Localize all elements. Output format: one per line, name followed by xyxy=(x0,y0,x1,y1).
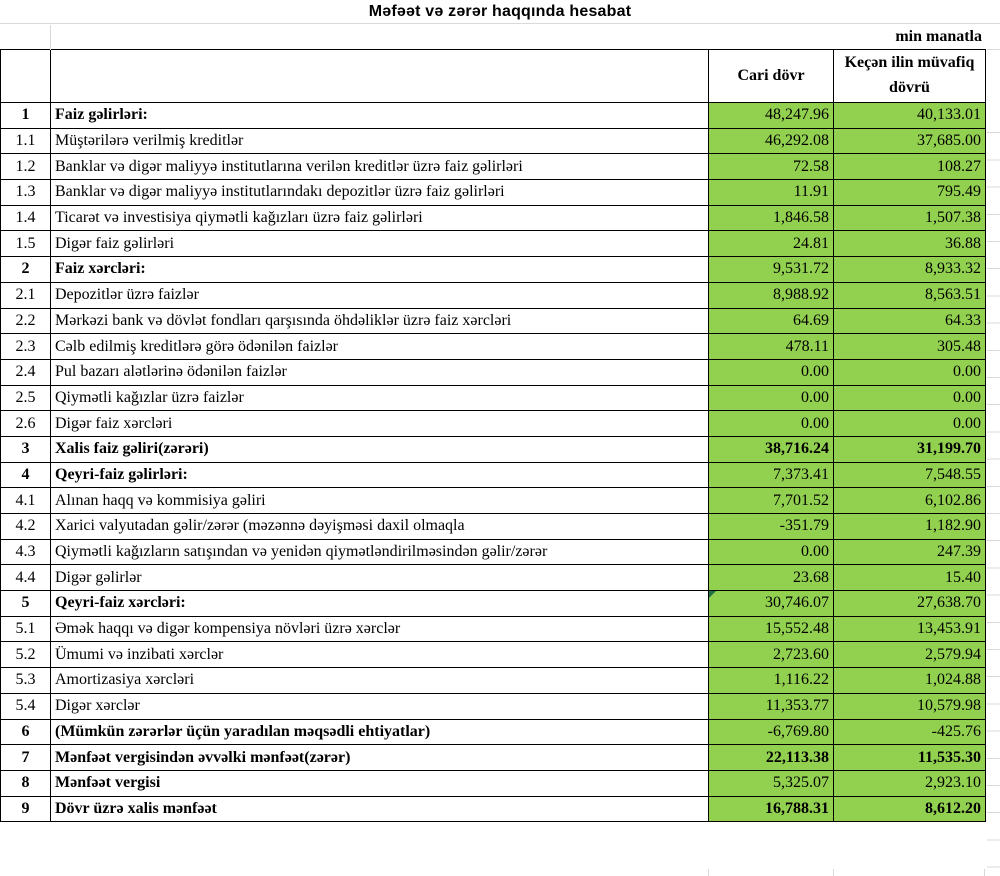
col-header-description xyxy=(51,50,709,103)
table-row xyxy=(1,719,986,745)
table-row xyxy=(1,488,986,514)
current-value-cell: 23.68 xyxy=(709,565,834,591)
current-value-cell: 1,846.58 xyxy=(709,205,834,231)
col-header-number xyxy=(1,50,51,103)
table-row xyxy=(1,154,986,180)
previous-value-cell: 10,579.98 xyxy=(834,693,986,719)
title-row xyxy=(0,0,1000,24)
table-row xyxy=(1,205,986,231)
table-row xyxy=(1,693,986,719)
row-number-cell: 1.5 xyxy=(1,231,51,257)
table-row xyxy=(1,180,986,206)
table-row xyxy=(1,514,986,540)
table-row xyxy=(1,128,986,154)
row-label-cell: Alınan haqq və kommisiya gəliri xyxy=(51,488,709,514)
row-label-cell: Qeyri-faiz gəlirləri: xyxy=(51,462,709,488)
row-label-cell: Amortizasiya xərcləri xyxy=(51,668,709,694)
report-title: Məfəət və zərər haqqında hesabat xyxy=(368,2,632,20)
current-value-cell: 0.00 xyxy=(709,385,834,411)
row-number-cell: 1.2 xyxy=(1,154,51,180)
current-value-cell: 16,788.31 xyxy=(709,796,834,822)
row-label-cell: Faiz gəlirləri: xyxy=(51,103,709,129)
table-row xyxy=(1,462,986,488)
row-number-cell: 4 xyxy=(1,462,51,488)
row-number-cell: 8 xyxy=(1,770,51,796)
previous-value-cell: 0.00 xyxy=(834,359,986,385)
previous-value-cell: 8,563.51 xyxy=(834,282,986,308)
row-label-cell: Qiymətli kağızların satışından və yenidən qiymətləndirilməsindən gəlir/zərər xyxy=(51,539,709,565)
row-number-cell: 2.3 xyxy=(1,334,51,360)
current-value-cell: 72.58 xyxy=(709,154,834,180)
previous-value-cell: 247.39 xyxy=(834,539,986,565)
row-number-cell: 4.3 xyxy=(1,539,51,565)
current-value-cell: 24.81 xyxy=(709,231,834,257)
previous-value-cell: 13,453.91 xyxy=(834,616,986,642)
row-label-cell: Ticarət və investisiya qiymətli kağızları üzrə faiz gəlirləri xyxy=(51,205,709,231)
row-label-cell: Mənfəət vergisindən əvvəlki mənfəət(zərər) xyxy=(51,745,709,771)
current-value-cell: 11,353.77 xyxy=(709,693,834,719)
previous-value-cell: 305.48 xyxy=(834,334,986,360)
col-header-current: Cari dövr xyxy=(709,50,834,103)
current-value-cell: 7,701.52 xyxy=(709,488,834,514)
previous-value-cell: 1,024.88 xyxy=(834,668,986,694)
col-header-previous: Keçən ilin müvafiq dövrü xyxy=(834,50,986,103)
table-row xyxy=(1,591,986,617)
previous-value-cell: 2,923.10 xyxy=(834,770,986,796)
row-label-cell: Qiymətli kağızlar üzrə faizlər xyxy=(51,385,709,411)
row-label-cell: Müştərilərə verilmiş kreditlər xyxy=(51,128,709,154)
row-label-cell: Digər faiz xərcləri xyxy=(51,411,709,437)
current-value-cell: 0.00 xyxy=(709,359,834,385)
row-label-cell: Depozitlər üzrə faizlər xyxy=(51,282,709,308)
table-row xyxy=(1,308,986,334)
table-row xyxy=(1,642,986,668)
table-row xyxy=(1,282,986,308)
row-label-cell: Xarici valyutadan gəlir/zərər (məzənnə dəyişməsi daxil olmaqla xyxy=(51,514,709,540)
current-value-cell: 0.00 xyxy=(709,411,834,437)
row-number-cell: 5.1 xyxy=(1,616,51,642)
current-value-cell: 478.11 xyxy=(709,334,834,360)
row-number-cell: 9 xyxy=(1,796,51,822)
current-value-cell: 0.00 xyxy=(709,539,834,565)
row-label-cell: Digər gəlirlər xyxy=(51,565,709,591)
current-value-cell: 5,325.07 xyxy=(709,770,834,796)
row-label-cell: Əmək haqqı və digər kompensiya növləri üzrə xərclər xyxy=(51,616,709,642)
row-number-cell: 4.4 xyxy=(1,565,51,591)
current-value-cell: 46,292.08 xyxy=(709,128,834,154)
table-row xyxy=(1,257,986,283)
previous-value-cell: 0.00 xyxy=(834,411,986,437)
previous-value-cell: 108.27 xyxy=(834,154,986,180)
gridline-stub xyxy=(984,869,985,876)
header-row xyxy=(1,50,986,103)
previous-value-cell: 2,579.94 xyxy=(834,642,986,668)
row-number-cell: 1.3 xyxy=(1,180,51,206)
current-value-cell: 2,723.60 xyxy=(709,642,834,668)
current-value-cell: 7,373.41 xyxy=(709,462,834,488)
row-label-cell: Mərkəzi bank və dövlət fondları qarşısında öhdəliklər üzrə faiz xərcləri xyxy=(51,308,709,334)
previous-value-cell: 1,182.90 xyxy=(834,514,986,540)
row-label-cell: Digər faiz gəlirləri xyxy=(51,231,709,257)
current-value-cell: 38,716.24 xyxy=(709,436,834,462)
profit-loss-table xyxy=(0,49,986,822)
table-row xyxy=(1,770,986,796)
row-number-cell: 4.1 xyxy=(1,488,51,514)
previous-value-cell: 795.49 xyxy=(834,180,986,206)
table-row xyxy=(1,334,986,360)
table-row xyxy=(1,103,986,129)
current-value-cell: 8,988.92 xyxy=(709,282,834,308)
table-row xyxy=(1,796,986,822)
previous-value-cell: 0.00 xyxy=(834,385,986,411)
table-row xyxy=(1,385,986,411)
previous-value-cell: 31,199.70 xyxy=(834,436,986,462)
row-label-cell: Xalis faiz gəliri(zərəri) xyxy=(51,436,709,462)
previous-value-cell: 15.40 xyxy=(834,565,986,591)
row-number-cell: 1 xyxy=(1,103,51,129)
previous-value-cell: 1,507.38 xyxy=(834,205,986,231)
current-value-cell: 9,531.72 xyxy=(709,257,834,283)
row-number-cell: 1.1 xyxy=(1,128,51,154)
table-row xyxy=(1,436,986,462)
margin-gridlines xyxy=(987,106,1000,868)
gridline-vertical xyxy=(50,25,51,50)
row-label-cell: Mənfəət vergisi xyxy=(51,770,709,796)
row-number-cell: 2.2 xyxy=(1,308,51,334)
table-row xyxy=(1,359,986,385)
current-value-cell: 11.91 xyxy=(709,180,834,206)
gridline-stub xyxy=(833,869,834,876)
row-label-cell: Cəlb edilmiş kreditlərə görə ödənilən faizlər xyxy=(51,334,709,360)
table-row xyxy=(1,539,986,565)
previous-value-cell: 8,933.32 xyxy=(834,257,986,283)
current-value-cell: 22,113.38 xyxy=(709,745,834,771)
previous-value-cell: 8,612.20 xyxy=(834,796,986,822)
row-label-cell: Ümumi və inzibati xərclər xyxy=(51,642,709,668)
previous-value-cell: -425.76 xyxy=(834,719,986,745)
table-row xyxy=(1,411,986,437)
row-number-cell: 2.1 xyxy=(1,282,51,308)
row-number-cell: 2.6 xyxy=(1,411,51,437)
row-number-cell: 2.4 xyxy=(1,359,51,385)
current-value-cell: 1,116.22 xyxy=(709,668,834,694)
row-number-cell: 5.2 xyxy=(1,642,51,668)
current-value-cell: -6,769.80 xyxy=(709,719,834,745)
previous-value-cell: 37,685.00 xyxy=(834,128,986,154)
row-label-cell: Banklar və digər maliyyə institutlarındakı depozitlər üzrə faiz gəlirləri xyxy=(51,180,709,206)
previous-value-cell: 7,548.55 xyxy=(834,462,986,488)
row-number-cell: 2 xyxy=(1,257,51,283)
margin-gridline xyxy=(987,49,1000,50)
current-value-cell: 48,247.96 xyxy=(709,103,834,129)
previous-value-cell: 27,638.70 xyxy=(834,591,986,617)
row-label-cell: Qeyri-faiz xərcləri: xyxy=(51,591,709,617)
table-row xyxy=(1,565,986,591)
previous-value-cell: 36.88 xyxy=(834,231,986,257)
previous-value-cell: 40,133.01 xyxy=(834,103,986,129)
current-value-cell: -351.79 xyxy=(709,514,834,540)
row-label-cell: Faiz xərcləri: xyxy=(51,257,709,283)
row-number-cell: 5 xyxy=(1,591,51,617)
table-row xyxy=(1,668,986,694)
previous-value-cell: 11,535.30 xyxy=(834,745,986,771)
row-label-cell: Banklar və digər maliyyə institutlarına verilən kreditlər üzrə faiz gəlirləri xyxy=(51,154,709,180)
unit-row xyxy=(0,24,985,49)
table-row xyxy=(1,616,986,642)
table-row xyxy=(1,745,986,771)
row-label-cell: Digər xərclər xyxy=(51,693,709,719)
current-value-cell: 15,552.48 xyxy=(709,616,834,642)
previous-value-cell: 6,102.86 xyxy=(834,488,986,514)
row-label-cell: (Mümkün zərərlər üçün yaradılan məqsədli ehtiyatlar) xyxy=(51,719,709,745)
current-value-cell: 64.69 xyxy=(709,308,834,334)
row-number-cell: 5.3 xyxy=(1,668,51,694)
table-row xyxy=(1,231,986,257)
row-number-cell: 5.4 xyxy=(1,693,51,719)
row-label-cell: Pul bazarı alətlərinə ödənilən faizlər xyxy=(51,359,709,385)
row-number-cell: 7 xyxy=(1,745,51,771)
unit-note: min manatla xyxy=(895,27,982,45)
row-number-cell: 3 xyxy=(1,436,51,462)
row-number-cell: 6 xyxy=(1,719,51,745)
row-number-cell: 1.4 xyxy=(1,205,51,231)
row-label-cell: Dövr üzrə xalis mənfəət xyxy=(51,796,709,822)
previous-value-cell: 64.33 xyxy=(834,308,986,334)
gridline-stub xyxy=(708,869,709,876)
row-number-cell: 4.2 xyxy=(1,514,51,540)
row-number-cell: 2.5 xyxy=(1,385,51,411)
current-value-cell: 30,746.07 xyxy=(709,591,834,617)
